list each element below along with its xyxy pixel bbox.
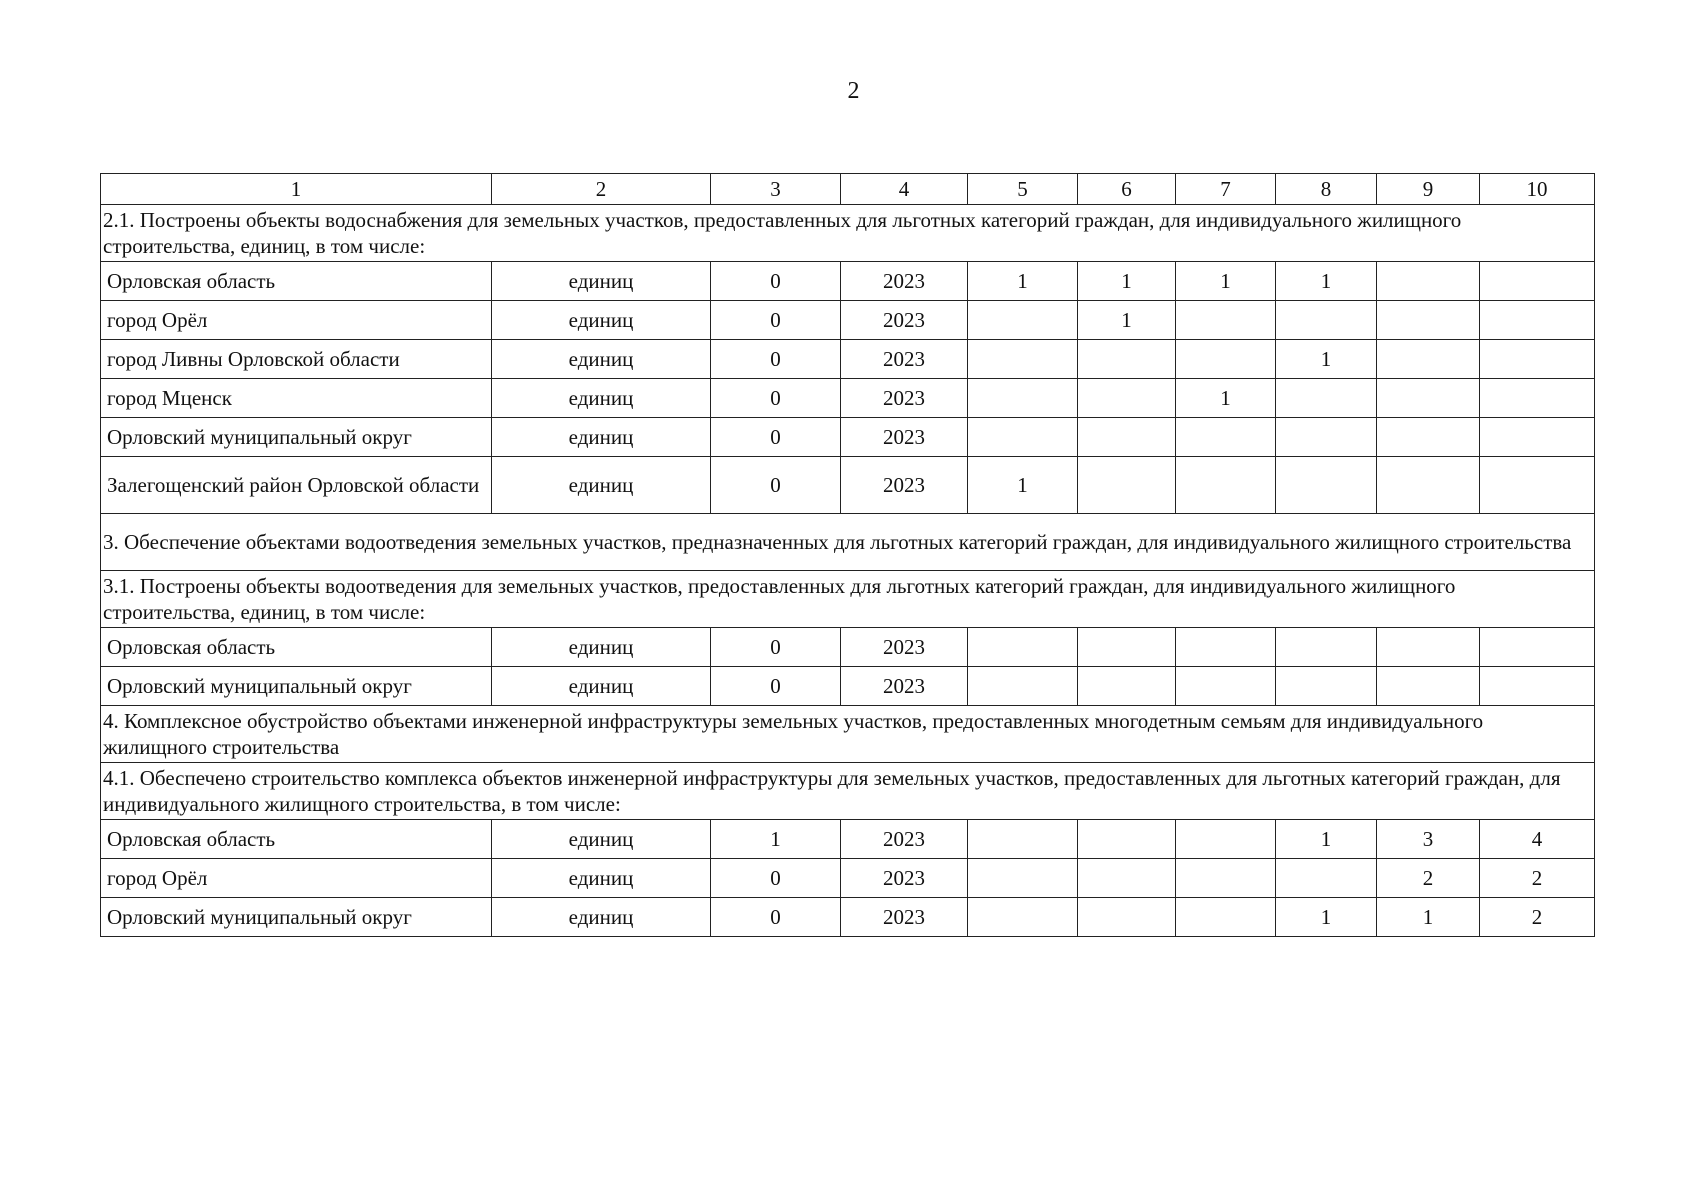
base-value-cell: 0: [711, 859, 841, 898]
value-col10-cell: 4: [1480, 820, 1595, 859]
value-col10-cell: [1480, 301, 1595, 340]
unit-cell: единиц: [492, 340, 711, 379]
table-row: [101, 301, 1595, 340]
column-header: 4: [841, 174, 968, 205]
table-row: [101, 418, 1595, 457]
base-value-cell: 0: [711, 667, 841, 706]
value-col6-cell: [1078, 457, 1176, 514]
value-col5-cell: [968, 859, 1078, 898]
value-col6-cell: 1: [1078, 301, 1176, 340]
value-col6-cell: 1: [1078, 262, 1176, 301]
value-col6-cell: [1078, 898, 1176, 937]
value-col10-cell: [1480, 628, 1595, 667]
value-col9-cell: 3: [1377, 820, 1480, 859]
territory-cell: Орловская область: [101, 628, 492, 667]
base-year-cell: 2023: [841, 340, 968, 379]
value-col10-cell: 2: [1480, 859, 1595, 898]
base-year-cell: 2023: [841, 301, 968, 340]
base-year-cell: 2023: [841, 262, 968, 301]
value-col6-cell: [1078, 820, 1176, 859]
territory-cell: Орловский муниципальный округ: [101, 667, 492, 706]
value-col8-cell: [1276, 859, 1377, 898]
value-col7-cell: [1176, 820, 1276, 859]
page-number: 2: [847, 78, 860, 104]
base-value-cell: 0: [711, 301, 841, 340]
unit-cell: единиц: [492, 667, 711, 706]
column-header: 1: [101, 174, 492, 205]
value-col5-cell: [968, 898, 1078, 937]
value-col5-cell: 1: [968, 262, 1078, 301]
value-col7-cell: 1: [1176, 262, 1276, 301]
base-value-cell: 1: [711, 820, 841, 859]
value-col8-cell: 1: [1276, 262, 1377, 301]
value-col9-cell: [1377, 667, 1480, 706]
value-col6-cell: [1078, 340, 1176, 379]
section-title: 4. Комплексное обустройство объектами инженерной инфраструктуры земельных участков, предоставленных многодетным семьям для индивидуального жилищного строительства: [101, 706, 1595, 763]
base-value-cell: 0: [711, 457, 841, 514]
unit-cell: единиц: [492, 898, 711, 937]
value-col9-cell: 2: [1377, 859, 1480, 898]
table-row: [101, 820, 1595, 859]
value-col7-cell: [1176, 340, 1276, 379]
value-col10-cell: [1480, 340, 1595, 379]
value-col7-cell: 1: [1176, 379, 1276, 418]
territory-cell: Орловский муниципальный округ: [101, 898, 492, 937]
territory-cell: Залегощенский район Орловской области: [101, 457, 492, 514]
territory-cell: Орловская область: [101, 262, 492, 301]
territory-cell: Орловский муниципальный округ: [101, 418, 492, 457]
value-col10-cell: [1480, 418, 1595, 457]
value-col7-cell: [1176, 418, 1276, 457]
territory-cell: город Орёл: [101, 859, 492, 898]
base-year-cell: 2023: [841, 820, 968, 859]
value-col7-cell: [1176, 301, 1276, 340]
value-col9-cell: [1377, 262, 1480, 301]
value-col5-cell: [968, 379, 1078, 418]
base-year-cell: 2023: [841, 898, 968, 937]
section-heading-row: [101, 571, 1595, 628]
column-header: 9: [1377, 174, 1480, 205]
value-col6-cell: [1078, 859, 1176, 898]
column-header: 10: [1480, 174, 1595, 205]
base-value-cell: 0: [711, 418, 841, 457]
unit-cell: единиц: [492, 457, 711, 514]
territory-cell: город Орёл: [101, 301, 492, 340]
column-header: 6: [1078, 174, 1176, 205]
value-col5-cell: [968, 628, 1078, 667]
value-col7-cell: [1176, 457, 1276, 514]
value-col7-cell: [1176, 859, 1276, 898]
unit-cell: единиц: [492, 859, 711, 898]
column-header: 2: [492, 174, 711, 205]
table-row: [101, 457, 1595, 514]
value-col10-cell: [1480, 457, 1595, 514]
territory-cell: город Мценск: [101, 379, 492, 418]
column-header: 5: [968, 174, 1078, 205]
table-row: [101, 379, 1595, 418]
section-title: 2.1. Построены объекты водоснабжения для земельных участков, предоставленных для льготных категорий граждан, для индивидуального жилищного строительства, единиц, в том числе:: [101, 205, 1595, 262]
table-row: [101, 898, 1595, 937]
value-col10-cell: [1480, 667, 1595, 706]
column-header: 3: [711, 174, 841, 205]
value-col8-cell: [1276, 457, 1377, 514]
value-col10-cell: [1480, 379, 1595, 418]
value-col5-cell: [968, 667, 1078, 706]
value-col6-cell: [1078, 667, 1176, 706]
value-col6-cell: [1078, 379, 1176, 418]
value-col10-cell: 2: [1480, 898, 1595, 937]
unit-cell: единиц: [492, 418, 711, 457]
value-col7-cell: [1176, 898, 1276, 937]
value-col9-cell: [1377, 418, 1480, 457]
unit-cell: единиц: [492, 301, 711, 340]
table-row: [101, 340, 1595, 379]
column-number-header-row: [101, 174, 1595, 205]
value-col5-cell: 1: [968, 457, 1078, 514]
unit-cell: единиц: [492, 628, 711, 667]
value-col10-cell: [1480, 262, 1595, 301]
value-col8-cell: [1276, 628, 1377, 667]
value-col5-cell: [968, 820, 1078, 859]
section-heading-row: [101, 205, 1595, 262]
value-col9-cell: 1: [1377, 898, 1480, 937]
column-header: 8: [1276, 174, 1377, 205]
value-col8-cell: 1: [1276, 898, 1377, 937]
section-title: 4.1. Обеспечено строительство комплекса объектов инженерной инфраструктуры для земельных участков, предоставленных для льготных категорий граждан, для индивидуального жилищного строительства, в том числе:: [101, 763, 1595, 820]
value-col9-cell: [1377, 628, 1480, 667]
value-col8-cell: 1: [1276, 820, 1377, 859]
base-value-cell: 0: [711, 898, 841, 937]
base-value-cell: 0: [711, 628, 841, 667]
section-title: 3. Обеспечение объектами водоотведения земельных участков, предназначенных для льготных категорий граждан, для индивидуального жилищного строительства: [101, 514, 1595, 571]
base-value-cell: 0: [711, 379, 841, 418]
value-col5-cell: [968, 301, 1078, 340]
territory-cell: Орловская область: [101, 820, 492, 859]
unit-cell: единиц: [492, 262, 711, 301]
section-heading-row: [101, 706, 1595, 763]
value-col7-cell: [1176, 667, 1276, 706]
base-year-cell: 2023: [841, 667, 968, 706]
unit-cell: единиц: [492, 820, 711, 859]
base-value-cell: 0: [711, 262, 841, 301]
table-row: [101, 262, 1595, 301]
value-col6-cell: [1078, 418, 1176, 457]
value-col7-cell: [1176, 628, 1276, 667]
base-year-cell: 2023: [841, 418, 968, 457]
indicators-table: [100, 173, 1595, 937]
value-col5-cell: [968, 340, 1078, 379]
value-col9-cell: [1377, 340, 1480, 379]
column-header: 7: [1176, 174, 1276, 205]
base-year-cell: 2023: [841, 379, 968, 418]
table-row: [101, 667, 1595, 706]
section-heading-row: [101, 514, 1595, 571]
value-col8-cell: [1276, 301, 1377, 340]
unit-cell: единиц: [492, 379, 711, 418]
section-heading-row: [101, 763, 1595, 820]
section-title: 3.1. Построены объекты водоотведения для земельных участков, предоставленных для льготных категорий граждан, для индивидуального жилищного строительства, единиц, в том числе:: [101, 571, 1595, 628]
value-col5-cell: [968, 418, 1078, 457]
base-year-cell: 2023: [841, 628, 968, 667]
value-col8-cell: [1276, 667, 1377, 706]
value-col8-cell: 1: [1276, 340, 1377, 379]
value-col9-cell: [1377, 379, 1480, 418]
value-col6-cell: [1078, 628, 1176, 667]
value-col8-cell: [1276, 379, 1377, 418]
base-value-cell: 0: [711, 340, 841, 379]
value-col9-cell: [1377, 457, 1480, 514]
value-col9-cell: [1377, 301, 1480, 340]
base-year-cell: 2023: [841, 859, 968, 898]
value-col8-cell: [1276, 418, 1377, 457]
table-row: [101, 628, 1595, 667]
table-row: [101, 859, 1595, 898]
territory-cell: город Ливны Орловской области: [101, 340, 492, 379]
base-year-cell: 2023: [841, 457, 968, 514]
